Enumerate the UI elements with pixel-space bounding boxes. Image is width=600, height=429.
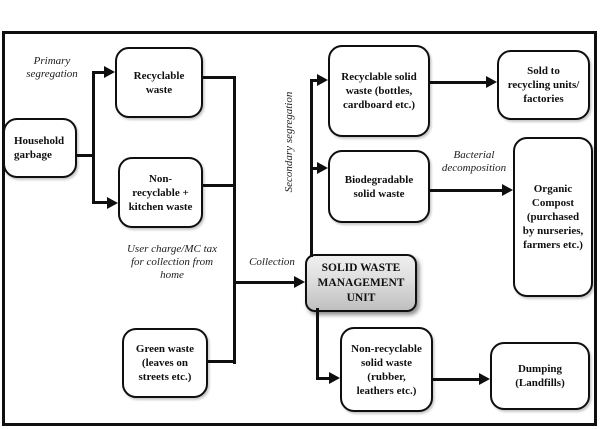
connector-recyclable-waste-to-trunk (202, 76, 236, 79)
connector-green-waste-to-trunk (207, 360, 236, 363)
node-household-garbage: Household garbage (3, 118, 77, 178)
connector-swmu-down-vertical (316, 308, 319, 380)
label-collection: Collection (249, 256, 295, 268)
connector-primary-split-vertical (92, 71, 95, 204)
node-solid-waste-management-unit: SOLID WASTE MANAGEMENT UNIT (305, 254, 417, 312)
arrowhead-organic-compost (502, 184, 513, 196)
arrowhead-non-recyclable-kitchen (107, 197, 118, 209)
node-non-recyclable-kitchen-waste: Non-recyclable + kitchen waste (118, 157, 203, 228)
node-non-recyclable-solid-waste: Non-recyclable solid waste (rubber, leathers etc.) (340, 327, 433, 412)
label-primary-segregation: Primary segregation (26, 55, 78, 80)
arrowhead-dumping (479, 373, 490, 385)
arrow-to-non-recyclable-kitchen (93, 201, 108, 204)
arrow-to-dumping (433, 378, 481, 381)
node-sold-to-recycling: Sold to recycling units/ factories (497, 50, 590, 120)
arrowhead-recyclable-waste (104, 66, 115, 78)
arrow-to-organic-compost (430, 189, 504, 192)
label-bacterial-decomposition: Bacterial decomposition (441, 149, 507, 174)
arrow-collection-to-swmu (235, 281, 296, 284)
node-biodegradable-solid-waste: Biodegradable solid waste (328, 150, 430, 223)
node-recyclable-waste: Recyclable waste (115, 47, 203, 118)
arrowhead-swmu (294, 276, 305, 288)
label-secondary-segregation: Secondary segregation (283, 91, 295, 193)
arrowhead-biodegradable (317, 162, 328, 174)
connector-nonrecyclable-to-trunk (202, 184, 235, 187)
node-green-waste: Green waste (leaves on streets etc.) (122, 328, 208, 398)
node-organic-compost: Organic Compost (purchased by nurseries, farmers etc.) (513, 137, 593, 297)
node-recyclable-solid-waste: Recyclable solid waste (bottles, cardboard etc.) (328, 45, 430, 137)
arrowhead-non-recyclable-solid (329, 372, 340, 384)
node-dumping-landfills: Dumping (Landfills) (490, 342, 590, 410)
connector-collection-trunk-vertical (233, 76, 236, 364)
label-user-charge-mc-tax: User charge/MC tax for collection from home (126, 243, 218, 281)
arrow-to-sold-recycling (430, 81, 488, 84)
arrowhead-sold-recycling (486, 76, 497, 88)
arrowhead-recyclable-solid (317, 74, 328, 86)
